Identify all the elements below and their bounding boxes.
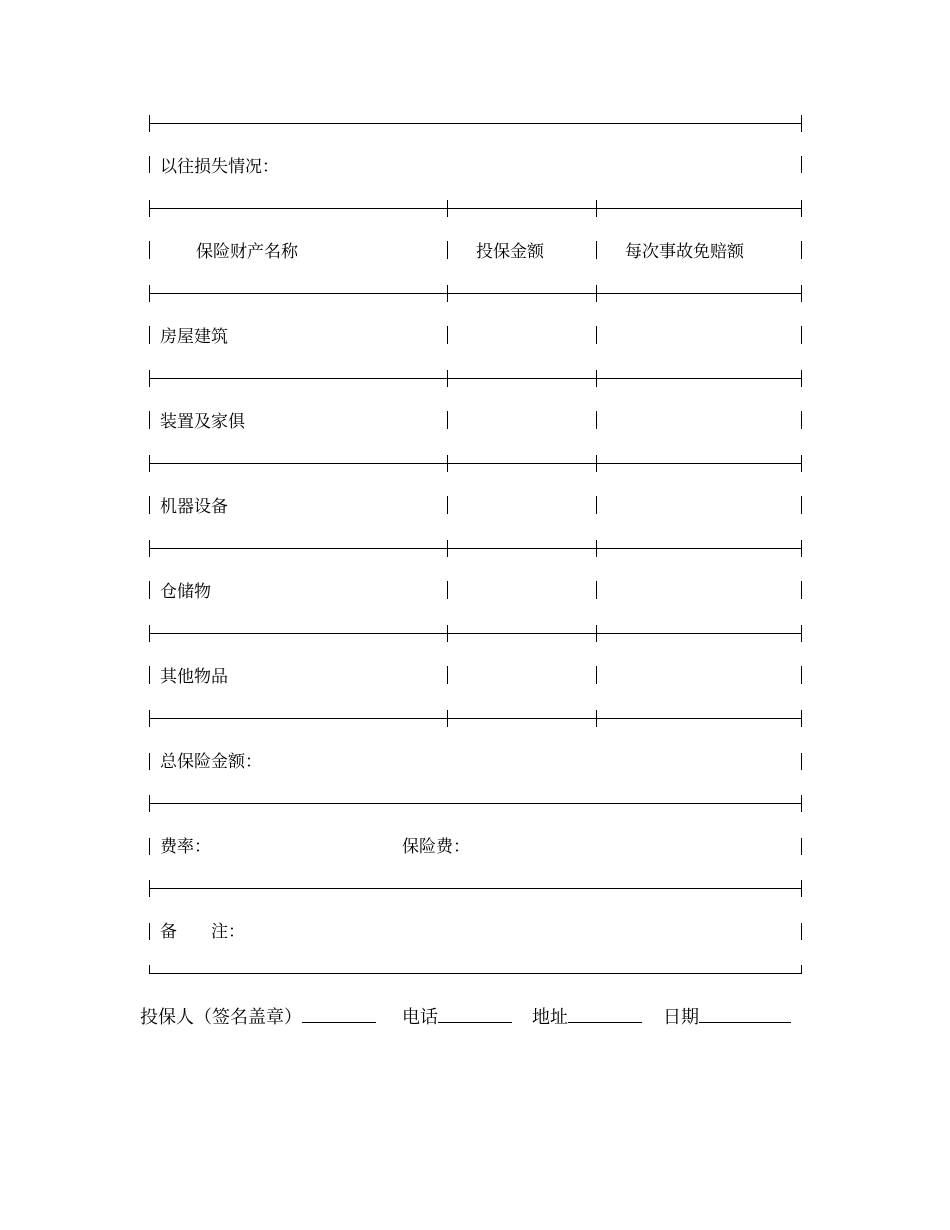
column-divider-2 <box>596 326 597 344</box>
header-property-name: 保险财产名称 <box>196 242 298 262</box>
column-divider-1 <box>447 241 448 259</box>
table-border-right <box>801 540 802 557</box>
column-divider-1 <box>447 540 448 557</box>
table-border-right <box>801 965 802 974</box>
table-border-right <box>801 156 802 173</box>
column-divider-1 <box>447 710 448 727</box>
column-divider-1 <box>447 326 448 344</box>
row-label-machinery: 机器设备 <box>160 497 228 517</box>
column-divider-2 <box>596 625 597 642</box>
table-rule-row-5 <box>149 718 801 719</box>
table-border-right <box>801 326 802 344</box>
column-divider-1 <box>447 411 448 429</box>
table-border-left <box>149 455 150 472</box>
table-rule-bottom <box>149 973 801 974</box>
table-rule-top <box>149 123 801 124</box>
table-rule-rate <box>149 888 801 889</box>
table-border-left <box>149 753 150 770</box>
column-divider-2 <box>596 540 597 557</box>
table-rule-header-top <box>149 208 801 209</box>
column-divider-2 <box>596 455 597 472</box>
table-border-right <box>801 795 802 812</box>
applicant-label: 投保人（签名盖章） <box>140 1007 302 1028</box>
column-divider-1 <box>447 370 448 387</box>
row-label-fixtures-furniture: 装置及家俱 <box>160 412 245 432</box>
table-border-left <box>149 370 150 387</box>
column-divider-2 <box>596 200 597 217</box>
column-divider-1 <box>447 285 448 302</box>
column-divider-2 <box>596 666 597 684</box>
table-border-left <box>149 923 150 940</box>
table-border-left <box>149 326 150 344</box>
table-border-left <box>149 838 150 855</box>
column-divider-2 <box>596 411 597 429</box>
table-border-left <box>149 666 150 684</box>
header-deductible: 每次事故免赔额 <box>625 242 744 262</box>
table-rule-row-2 <box>149 463 801 464</box>
date-label: 日期 <box>663 1007 699 1028</box>
column-divider-1 <box>447 455 448 472</box>
column-divider-2 <box>596 710 597 727</box>
table-rule-total <box>149 803 801 804</box>
rate-label: 费率： <box>160 837 211 857</box>
column-divider-1 <box>447 200 448 217</box>
phone-line <box>402 1006 512 1029</box>
table-border-right <box>801 370 802 387</box>
phone-label: 电话 <box>402 1007 438 1028</box>
table-border-right <box>801 241 802 259</box>
premium-label: 保险费： <box>402 837 470 857</box>
table-border-left <box>149 156 150 173</box>
table-border-left <box>149 285 150 302</box>
date-line <box>663 1006 791 1029</box>
table-border-left <box>149 115 150 132</box>
table-border-left <box>149 200 150 217</box>
table-border-right <box>801 411 802 429</box>
table-border-left <box>149 625 150 642</box>
table-border-right <box>801 838 802 855</box>
table-border-left <box>149 581 150 599</box>
table-border-right <box>801 455 802 472</box>
date-blank[interactable] <box>699 1006 791 1023</box>
table-border-right <box>801 923 802 940</box>
table-border-left <box>149 241 150 259</box>
column-divider-2 <box>596 241 597 259</box>
column-divider-2 <box>596 370 597 387</box>
column-divider-1 <box>447 496 448 514</box>
column-divider-2 <box>596 581 597 599</box>
table-border-left <box>149 496 150 514</box>
column-divider-2 <box>596 496 597 514</box>
table-border-left <box>149 710 150 727</box>
phone-blank[interactable] <box>438 1006 512 1023</box>
column-divider-2 <box>596 285 597 302</box>
address-blank[interactable] <box>568 1006 642 1023</box>
table-border-right <box>801 625 802 642</box>
applicant-signature-blank[interactable] <box>302 1006 376 1023</box>
table-rule-row-3 <box>149 548 801 549</box>
table-border-right <box>801 710 802 727</box>
table-border-right <box>801 753 802 770</box>
remarks-label: 备 注： <box>160 922 245 942</box>
address-line <box>532 1006 642 1029</box>
address-label: 地址 <box>532 1007 568 1028</box>
signature-line <box>140 1006 376 1029</box>
column-divider-1 <box>447 625 448 642</box>
table-border-right <box>801 285 802 302</box>
loss-history-label: 以往损失情况： <box>160 157 279 177</box>
table-border-left <box>149 540 150 557</box>
table-border-right <box>801 115 802 132</box>
table-border-right <box>801 496 802 514</box>
table-border-left <box>149 880 150 897</box>
table-rule-row-1 <box>149 378 801 379</box>
table-border-left <box>149 411 150 429</box>
row-label-building: 房屋建筑 <box>160 327 228 347</box>
total-insured-label: 总保险金额： <box>160 752 262 772</box>
table-border-right <box>801 581 802 599</box>
table-border-right <box>801 880 802 897</box>
column-divider-1 <box>447 666 448 684</box>
table-border-left <box>149 965 150 974</box>
table-rule-row-4 <box>149 633 801 634</box>
table-border-right <box>801 200 802 217</box>
header-insured-amount: 投保金额 <box>476 242 544 262</box>
row-label-other-items: 其他物品 <box>160 667 228 687</box>
row-label-storage: 仓储物 <box>160 582 211 602</box>
table-rule-header-bottom <box>149 293 801 294</box>
table-border-right <box>801 666 802 684</box>
column-divider-1 <box>447 581 448 599</box>
table-border-left <box>149 795 150 812</box>
